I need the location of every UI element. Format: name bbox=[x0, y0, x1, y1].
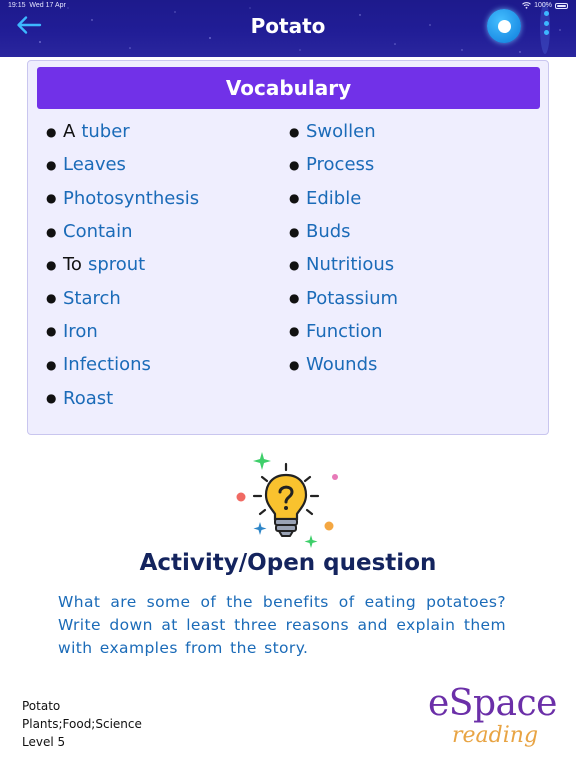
vocabulary-item[interactable] bbox=[46, 381, 199, 414]
top-navigation-bar bbox=[0, 0, 576, 57]
book-info bbox=[22, 697, 142, 751]
bullet-icon: ● bbox=[46, 224, 57, 239]
vocabulary-word: Starch bbox=[63, 287, 121, 309]
lightbulb-question-icon bbox=[232, 450, 344, 550]
status-time: 19:15 bbox=[8, 2, 26, 9]
bullet-icon: ● bbox=[46, 391, 57, 406]
vocabulary-item[interactable] bbox=[289, 148, 398, 181]
vocabulary-word: Iron bbox=[63, 320, 98, 342]
page-title: Potato bbox=[250, 14, 326, 38]
vocabulary-word: Photosynthesis bbox=[63, 187, 200, 209]
vocabulary-item[interactable] bbox=[289, 315, 398, 348]
vocabulary-item[interactable] bbox=[289, 115, 398, 148]
wifi-icon bbox=[522, 2, 531, 9]
vocabulary-item[interactable] bbox=[289, 248, 398, 281]
vocabulary-list-right bbox=[289, 115, 398, 381]
bullet-icon: ● bbox=[46, 124, 57, 139]
book-categories: Plants;Food;Science bbox=[22, 717, 142, 731]
bullet-icon: ● bbox=[289, 224, 300, 239]
vocabulary-word: Wounds bbox=[306, 354, 378, 376]
battery-percentage: 100% bbox=[534, 2, 552, 9]
bullet-icon: ● bbox=[289, 357, 300, 372]
vocabulary-list-left bbox=[46, 115, 199, 415]
bullet-icon: ● bbox=[289, 291, 300, 306]
record-button[interactable] bbox=[487, 9, 521, 43]
espace-reading-logo bbox=[424, 683, 559, 763]
bullet-icon: ● bbox=[46, 291, 57, 306]
bullet-icon: ● bbox=[289, 124, 300, 139]
vocabulary-item[interactable] bbox=[289, 281, 398, 314]
more-vertical-icon bbox=[544, 30, 549, 35]
status-date: Wed 17 Apr bbox=[29, 2, 66, 9]
vocabulary-item[interactable] bbox=[46, 281, 199, 314]
book-title: Potato bbox=[22, 699, 61, 713]
book-level: Level 5 bbox=[22, 735, 66, 749]
vocabulary-word: Infections bbox=[63, 354, 151, 376]
vocabulary-prefix: To bbox=[63, 254, 82, 276]
more-vertical-icon bbox=[544, 21, 549, 26]
bullet-icon: ● bbox=[46, 357, 57, 372]
vocabulary-word: Swollen bbox=[306, 121, 376, 143]
battery-icon bbox=[555, 3, 568, 9]
vocabulary-word: Nutritious bbox=[306, 254, 395, 276]
vocabulary-item[interactable] bbox=[289, 182, 398, 215]
bullet-icon: ● bbox=[46, 191, 57, 206]
vocabulary-word: Function bbox=[306, 320, 383, 342]
vocabulary-word: sprout bbox=[87, 254, 146, 276]
vocabulary-word: Edible bbox=[306, 187, 362, 209]
vocabulary-item[interactable] bbox=[46, 215, 199, 248]
vocabulary-item[interactable] bbox=[289, 348, 398, 381]
vocabulary-word: Contain bbox=[63, 221, 133, 243]
vocabulary-item[interactable] bbox=[289, 215, 398, 248]
vocabulary-title: Vocabulary bbox=[37, 67, 540, 109]
bullet-icon: ● bbox=[46, 157, 57, 172]
vocabulary-word: tuber bbox=[81, 121, 130, 143]
vocabulary-item[interactable] bbox=[46, 148, 199, 181]
bullet-icon: ● bbox=[289, 257, 300, 272]
record-icon bbox=[498, 20, 511, 33]
vocabulary-item[interactable] bbox=[46, 182, 199, 215]
activity-question: What are some of the benefits of eating potatoes? Write down at least three reasons and explain them with examples from the story. bbox=[58, 593, 506, 657]
bullet-icon: ● bbox=[289, 324, 300, 339]
vocabulary-item[interactable] bbox=[46, 115, 199, 148]
status-time-date bbox=[8, 2, 66, 9]
vocabulary-word: Potassium bbox=[306, 287, 399, 309]
bullet-icon: ● bbox=[46, 324, 57, 339]
bullet-icon: ● bbox=[289, 191, 300, 206]
vocabulary-card bbox=[27, 60, 549, 435]
vocabulary-word: Roast bbox=[63, 387, 114, 409]
bullet-icon: ● bbox=[289, 157, 300, 172]
bullet-icon: ● bbox=[46, 257, 57, 272]
vocabulary-word: Leaves bbox=[63, 154, 126, 176]
vocabulary-word: Process bbox=[306, 154, 375, 176]
vocabulary-item[interactable] bbox=[46, 348, 199, 381]
vocabulary-item[interactable] bbox=[46, 315, 199, 348]
vocabulary-prefix: A bbox=[63, 121, 76, 143]
vocabulary-word: Buds bbox=[306, 221, 351, 243]
more-options-button[interactable] bbox=[538, 6, 554, 40]
vocabulary-item[interactable] bbox=[46, 248, 199, 281]
logo-main-text: eSpace bbox=[428, 683, 557, 724]
activity-title: Activity/Open question bbox=[139, 550, 437, 576]
more-vertical-icon bbox=[544, 11, 549, 16]
logo-sub-text: reading bbox=[452, 723, 539, 748]
